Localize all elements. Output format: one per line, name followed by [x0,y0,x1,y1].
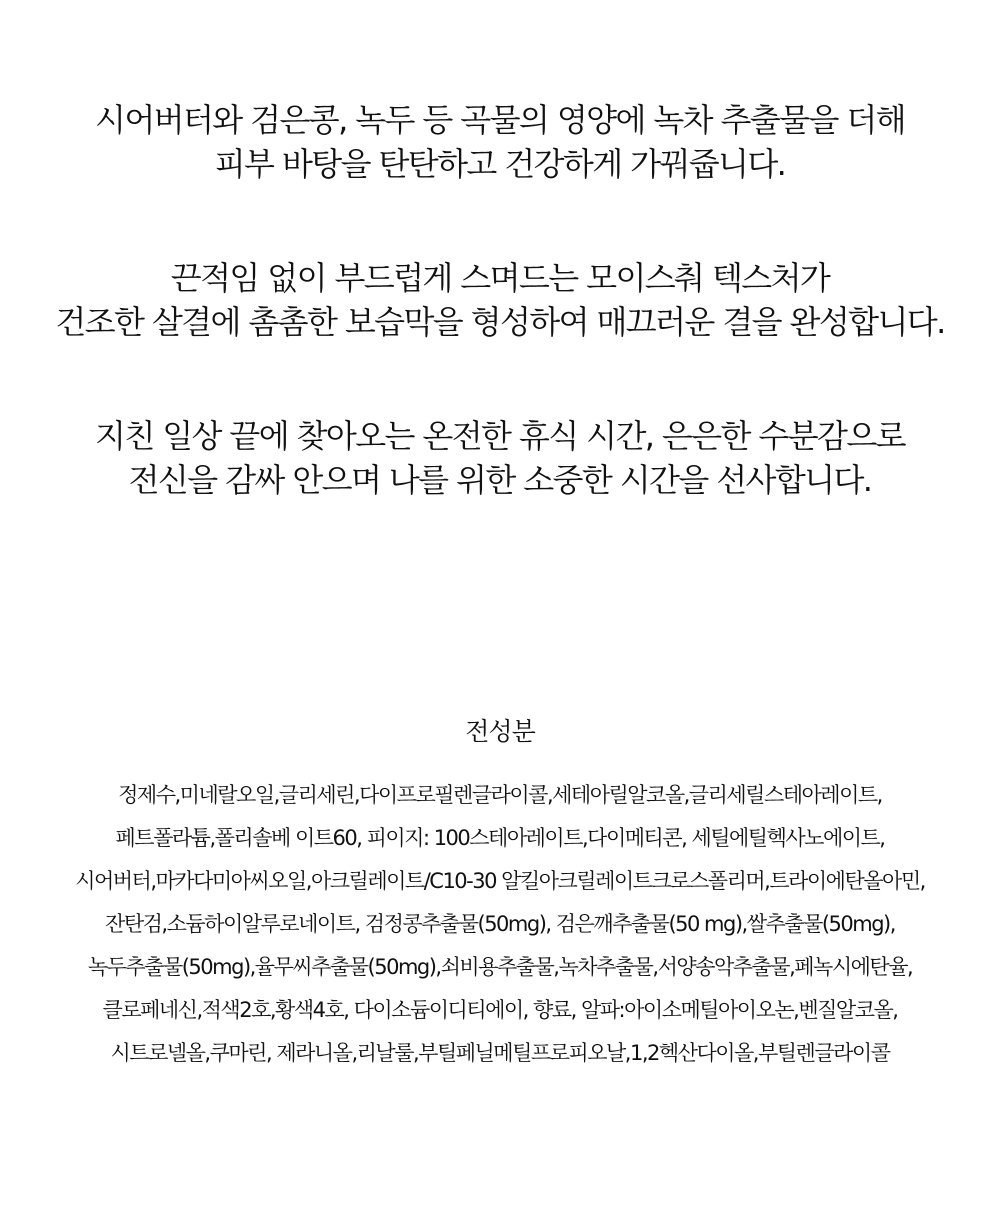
intro-paragraph-1 [0,98,1000,186]
intro-paragraph-2 [0,256,1000,344]
ingredients-title: 전성분 [465,717,535,746]
intro-line: 피부 바탕을 탄탄하고 건강하게 가꿔줍니다. [214,145,786,183]
ingredients-line: 정제수,미네랄오일,글리세린,다이프로필렌글라이콜,세테아릴알코올,글리세릴스테아레이트, [118,783,882,807]
intro-line: 끈적임 없이 부드럽게 스며드는 모이스춰 텍스처가 [170,259,830,297]
ingredients-line: 녹두추출물(50mg),율무씨추출물(50mg),쇠비용추출물,녹차추출물,서양송악추출물,페녹시에탄율, [87,955,913,979]
ingredients-line: 페트폴라튬,폴리솔베 이트60, 피이지: 100스테아레이트,다이메티콘, 세틸에틸헥사노에이트, [115,826,885,850]
ingredients-line: 시어버터,마카다미아씨오일,아크릴레이트/C10-30 알킬아크릴레이트크로스폴리머,트라이에탄올아민, [75,869,925,893]
intro-paragraph-3 [0,414,1000,502]
intro-text [0,98,1000,502]
intro-line: 시어버터와 검은콩, 녹두 등 곡물의 영양에 녹차 추출물을 더해 [95,101,905,139]
intro-line: 지친 일상 끝에 찾아오는 온전한 휴식 시간, 은은한 수분감으로 [95,417,905,455]
ingredients-line: 잔탄검,소듐하이알루로네이트, 검정콩추출물(50mg), 검은깨추출물(50 mg),쌀추출물(50mg), [105,912,895,936]
intro-line: 건조한 살결에 촘촘한 보습막을 형성하여 매끄러운 결을 완성합니다. [55,303,945,341]
ingredients-line: 시트로넬올,쿠마린, 제라니올,리날룰,부틸페닐메틸프로피오날,1,2헥산다이올,부틸렌글라이콜 [110,1041,890,1065]
ingredients-line: 클로페네신,적색2호,황색4호, 다이소듐이디티에이, 향료, 알파:아이소메틸아이오논,벤질알코올, [102,998,898,1022]
intro-line: 전신을 감싸 안으며 나를 위한 소중한 시간을 선사합니다. [128,461,872,499]
ingredients-list [0,774,1000,1075]
ingredients-section [0,712,1000,1075]
